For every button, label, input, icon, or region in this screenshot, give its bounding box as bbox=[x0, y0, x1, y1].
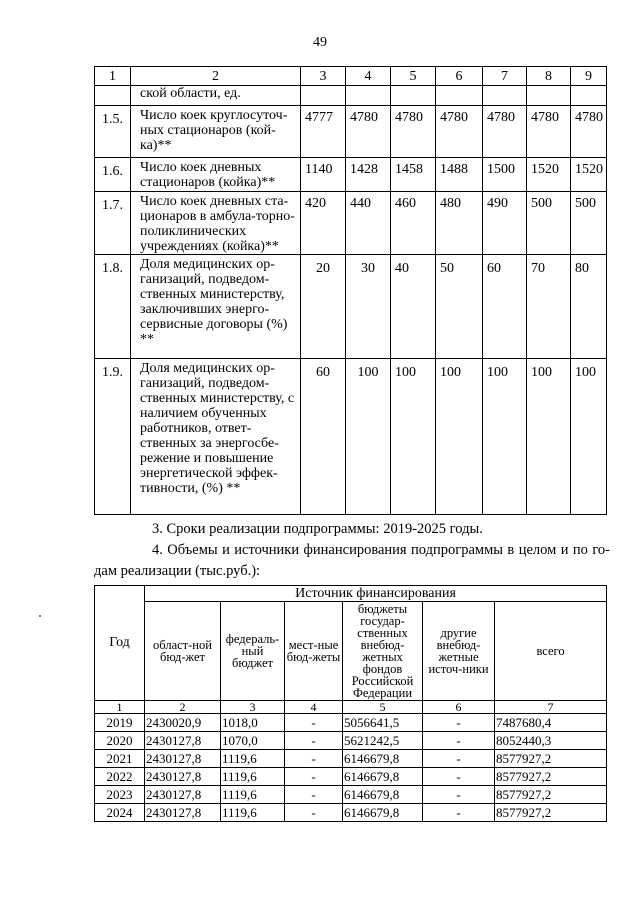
row-label: Число коек дневных стационаров (койка)** bbox=[131, 158, 301, 192]
header-cell: 3 bbox=[301, 67, 346, 86]
local-cell: - bbox=[285, 786, 343, 804]
regional-cell: 2430127,8 bbox=[145, 804, 221, 822]
header-cell: 1 bbox=[95, 67, 131, 86]
funds-cell: 6146679,8 bbox=[343, 768, 423, 786]
row-number: 1.6. bbox=[95, 158, 131, 192]
scan-dot bbox=[39, 615, 41, 617]
value-cell: 100 bbox=[527, 359, 571, 515]
value-cell: 440 bbox=[346, 192, 391, 255]
paragraph-3: 3. Сроки реализации подпрограммы: 2019-2025 годы. bbox=[152, 521, 483, 537]
value-cell: 1458 bbox=[391, 158, 436, 192]
value-cell: 1488 bbox=[436, 158, 483, 192]
year-cell: 2020 bbox=[95, 732, 145, 750]
value-cell: 480 bbox=[436, 192, 483, 255]
other-cell: - bbox=[423, 732, 495, 750]
value-cell: 100 bbox=[391, 359, 436, 515]
local-cell: - bbox=[285, 768, 343, 786]
source-header: Источник финансирования bbox=[145, 586, 607, 602]
column-header-local: мест-ные бюд-жеты bbox=[285, 602, 343, 701]
regional-cell: 2430127,8 bbox=[145, 768, 221, 786]
other-cell: - bbox=[423, 786, 495, 804]
local-cell: - bbox=[285, 714, 343, 732]
value-cell: 4780 bbox=[391, 106, 436, 158]
other-cell: - bbox=[423, 768, 495, 786]
page-number: 49 bbox=[313, 35, 327, 50]
index-cell: 3 bbox=[221, 701, 285, 714]
financing-table bbox=[94, 585, 607, 822]
regional-cell: 2430127,8 bbox=[145, 732, 221, 750]
value-cell: 1520 bbox=[571, 158, 607, 192]
row-label: Число коек круглосуточ-ных стационаров (кой-ка)** bbox=[131, 106, 301, 158]
table-row bbox=[95, 192, 607, 255]
federal-cell: 1119,6 bbox=[221, 786, 285, 804]
paragraph-4: 4. Объемы и источники финансирования подпрограммы в целом и по го-дам реализации (тыс.руб.): bbox=[94, 542, 610, 579]
value-cell: 1140 bbox=[301, 158, 346, 192]
table-row bbox=[95, 86, 607, 106]
total-cell: 8577927,2 bbox=[495, 750, 607, 768]
index-cell: 1 bbox=[95, 701, 145, 714]
federal-cell: 1018,0 bbox=[221, 714, 285, 732]
index-cell: 5 bbox=[343, 701, 423, 714]
value-cell: 1428 bbox=[346, 158, 391, 192]
other-cell: - bbox=[423, 714, 495, 732]
other-cell: - bbox=[423, 804, 495, 822]
table-row bbox=[95, 106, 607, 158]
value-cell: 1500 bbox=[483, 158, 527, 192]
year-header: Год bbox=[95, 586, 145, 701]
year-cell: 2019 bbox=[95, 714, 145, 732]
federal-cell: 1119,6 bbox=[221, 768, 285, 786]
year-cell: 2021 bbox=[95, 750, 145, 768]
value-cell: 70 bbox=[527, 255, 571, 359]
table-header-row bbox=[95, 67, 607, 86]
local-cell: - bbox=[285, 804, 343, 822]
value-cell: 4777 bbox=[301, 106, 346, 158]
value-cell: 420 bbox=[301, 192, 346, 255]
year-cell: 2024 bbox=[95, 804, 145, 822]
value-cell: 20 bbox=[301, 255, 346, 359]
local-cell: - bbox=[285, 750, 343, 768]
index-cell: 6 bbox=[423, 701, 495, 714]
header-cell: 9 bbox=[571, 67, 607, 86]
value-cell: 100 bbox=[483, 359, 527, 515]
other-cell: - bbox=[423, 750, 495, 768]
federal-cell: 1070,0 bbox=[221, 732, 285, 750]
value-cell: 460 bbox=[391, 192, 436, 255]
table-row bbox=[95, 158, 607, 192]
row-number: 1.5. bbox=[95, 106, 131, 158]
value-cell: 490 bbox=[483, 192, 527, 255]
column-header-federal: федераль-ный бюджет bbox=[221, 602, 285, 701]
value-cell: 4780 bbox=[436, 106, 483, 158]
table-row bbox=[95, 786, 607, 804]
table-row bbox=[95, 359, 607, 515]
row-label: Доля медицинских ор-ганизаций, подведом-ственных министерству, заключивших энерго-сервисные договоры (%) ** bbox=[131, 255, 301, 359]
regional-cell: 2430020,9 bbox=[145, 714, 221, 732]
value-cell: 30 bbox=[346, 255, 391, 359]
header-cell: 6 bbox=[436, 67, 483, 86]
index-cell: 4 bbox=[285, 701, 343, 714]
column-header-total: всего bbox=[495, 602, 607, 701]
funds-cell: 5621242,5 bbox=[343, 732, 423, 750]
value-cell: 4780 bbox=[527, 106, 571, 158]
federal-cell: 1119,6 bbox=[221, 804, 285, 822]
row-number: 1.7. bbox=[95, 192, 131, 255]
total-cell: 8577927,2 bbox=[495, 804, 607, 822]
header-cell: 8 bbox=[527, 67, 571, 86]
header-cell: 5 bbox=[391, 67, 436, 86]
table-row bbox=[95, 804, 607, 822]
value-cell: 60 bbox=[301, 359, 346, 515]
value-cell: 100 bbox=[346, 359, 391, 515]
index-row bbox=[95, 701, 607, 714]
value-cell: 60 bbox=[483, 255, 527, 359]
table-row bbox=[95, 768, 607, 786]
table-row bbox=[95, 255, 607, 359]
row-label: Число коек дневных ста-ционаров в амбула-торно-поликлинических учреждениях (койка)** bbox=[131, 192, 301, 255]
index-cell: 7 bbox=[495, 701, 607, 714]
index-cell: 2 bbox=[145, 701, 221, 714]
header-cell: 7 bbox=[483, 67, 527, 86]
column-header-other: другие внебюд-жетные источ-ники bbox=[423, 602, 495, 701]
value-cell: 500 bbox=[527, 192, 571, 255]
total-cell: 7487680,4 bbox=[495, 714, 607, 732]
row-label: Доля медицинских ор-ганизаций, подведом-ственных министерству, с наличием обученных работников, ответ-ственных за энергосбе-режение и повышение энергетической эффек-тивности, (%) ** bbox=[131, 359, 301, 515]
local-cell: - bbox=[285, 732, 343, 750]
total-cell: 8052440,3 bbox=[495, 732, 607, 750]
column-header-regional: област-ной бюд-жет bbox=[145, 602, 221, 701]
value-cell: 50 bbox=[436, 255, 483, 359]
value-cell: 1520 bbox=[527, 158, 571, 192]
table-row bbox=[95, 714, 607, 732]
funds-cell: 6146679,8 bbox=[343, 786, 423, 804]
value-cell: 4780 bbox=[346, 106, 391, 158]
funds-cell: 6146679,8 bbox=[343, 804, 423, 822]
regional-cell: 2430127,8 bbox=[145, 750, 221, 768]
value-cell: 500 bbox=[571, 192, 607, 255]
value-cell: 100 bbox=[571, 359, 607, 515]
header-cell: 4 bbox=[346, 67, 391, 86]
value-cell: 80 bbox=[571, 255, 607, 359]
regional-cell: 2430127,8 bbox=[145, 786, 221, 804]
row-number: 1.8. bbox=[95, 255, 131, 359]
total-cell: 8577927,2 bbox=[495, 786, 607, 804]
year-cell: 2022 bbox=[95, 768, 145, 786]
funds-cell: 5056641,5 bbox=[343, 714, 423, 732]
indicators-table bbox=[94, 66, 607, 515]
federal-cell: 1119,6 bbox=[221, 750, 285, 768]
value-cell: 40 bbox=[391, 255, 436, 359]
table-row bbox=[95, 732, 607, 750]
value-cell: 4780 bbox=[483, 106, 527, 158]
column-header-row bbox=[95, 602, 607, 701]
total-cell: 8577927,2 bbox=[495, 768, 607, 786]
header-cell: 2 bbox=[131, 67, 301, 86]
value-cell: 4780 bbox=[571, 106, 607, 158]
funds-cell: 6146679,8 bbox=[343, 750, 423, 768]
value-cell: 100 bbox=[436, 359, 483, 515]
continuation-label: ской области, ед. bbox=[131, 86, 301, 106]
column-header-funds: бюджеты государ-ственных внебюд-жетных фондов Российской Федерации bbox=[343, 602, 423, 701]
year-cell: 2023 bbox=[95, 786, 145, 804]
table-row bbox=[95, 750, 607, 768]
row-number: 1.9. bbox=[95, 359, 131, 515]
